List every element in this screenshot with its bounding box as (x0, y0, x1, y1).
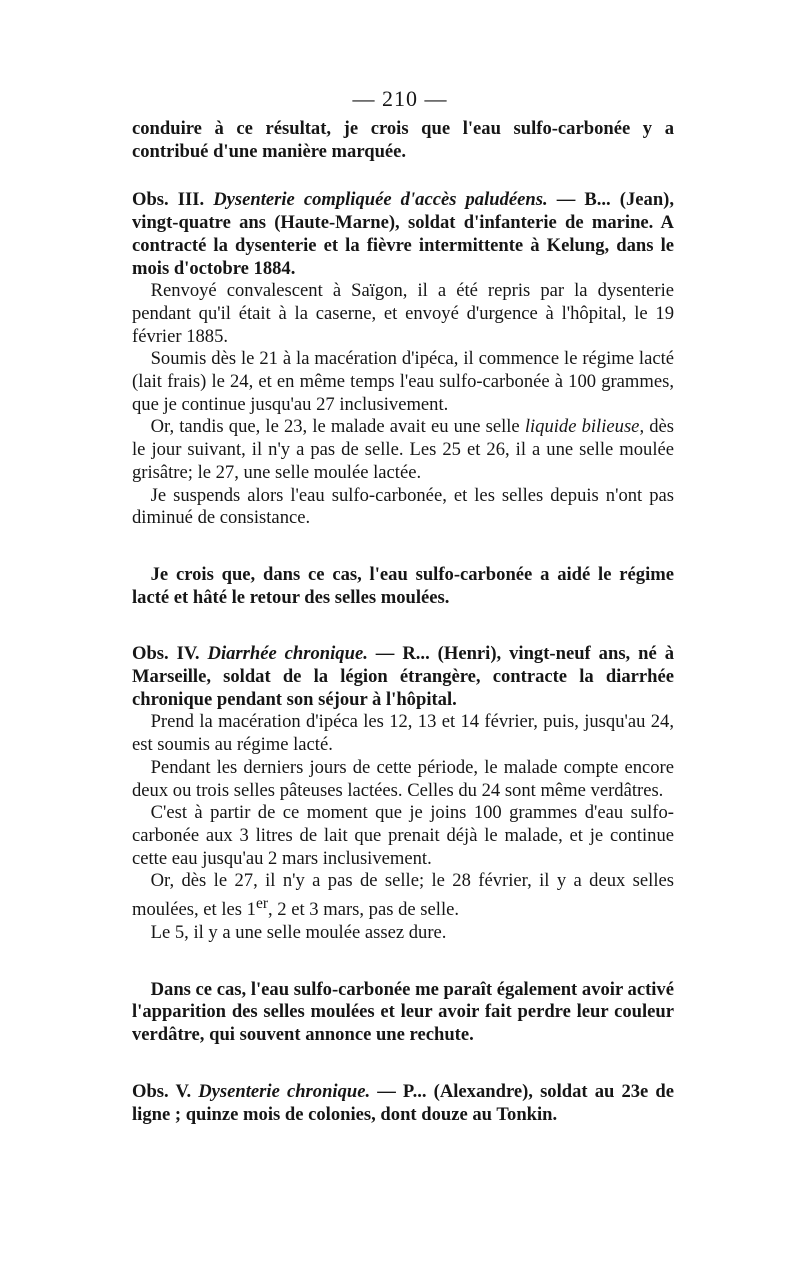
observation-3-label: Obs. III. (132, 189, 205, 211)
observation-4-label: Obs. IV. (132, 643, 200, 665)
paragraph: C'est à partir de ce moment que je joins 100 grammes d'eau sulfo-carbonée aux 3 litres de lait que prenait déjà le malade, et je continue cette eau jusqu'au 2 mars inclusivement. (132, 802, 674, 869)
paragraph-continuation: conduire à ce résultat, je crois que l'eau sulfo-carbonée y a contribué d'une manière marquée. (132, 118, 674, 162)
observation-5-text: — P... (Alexandre), soldat au 23e de ligne ; quinze mois de colonies, dont douze au Tonkin. (132, 1080, 674, 1125)
observation-5 (132, 1081, 674, 1126)
comment-paragraph: Je crois que, dans ce cas, l'eau sulfo-carbonée a aidé le régime lacté et hâté le retour des selles moulées. (132, 563, 674, 608)
paragraph: Or, dès le 27, il n'y a pas de selle; le 28 février, il y a deux selles moulées, et les 1er, 2 et 3 mars, pas de selle. (132, 870, 674, 921)
observation-5-title: Dysenterie chronique. (198, 1080, 371, 1102)
observation-3-text: — B... (Jean), vingt-quatre ans (Haute-Marne), soldat d'infanterie de marine. A contracté la dysenterie et la fièvre intermittente à Kelung, dans le mois d'octobre 1884. (132, 189, 674, 279)
paragraph: Soumis dès le 21 à la macération d'ipéca, il commence le régime lacté (lait frais) le 24, et en même temps l'eau sulfo-carbonée à 100 grammes, que je continue jusqu'au 27 inclusivement. (132, 348, 674, 415)
observation-5-label: Obs. V. (132, 1080, 192, 1102)
page-number: — 210 — (352, 86, 448, 111)
comment-paragraph: Dans ce cas, l'eau sulfo-carbonée me paraît également avoir activé l'apparition des selles moulées et leur avoir fait perdre leur couleur verdâtre, qui souvent annonce une rechute. (132, 978, 674, 1046)
paragraph: Le 5, il y a une selle moulée assez dure. (150, 921, 447, 943)
paragraph: Or, tandis que, le 23, le malade avait eu une selle liquide bilieuse, dès le jour suivant, il n'y a pas de selle. Les 25 et 26, il a une selle moulée grisâtre; le 27, une selle moulée lactée. (132, 416, 675, 483)
paragraph: Renvoyé convalescent à Saïgon, il a été repris par la dysenterie pendant qu'il était à la caserne, et envoyé d'urgence à l'hôpital, le 19 février 1885. (132, 280, 674, 347)
observation-3 (132, 189, 674, 280)
observation-4-title: Diarrhée chronique. (207, 643, 368, 665)
paragraph: Pendant les derniers jours de cette période, le malade compte encore deux ou trois selles pâteuses lactées. Celles du 24 sont même verdâtres. (132, 756, 674, 801)
italic-phrase: liquide bilieuse (524, 416, 640, 438)
page-body (132, 118, 674, 1126)
observation-3-title: Dysenterie compliquée d'accès paludéens. (213, 189, 548, 211)
observation-4 (132, 643, 674, 711)
observation-4-text: — R... (Henri), vingt-neuf ans, né à Marseille, soldat de la légion étrangère, contracte la diarrhée chronique pendant son séjour à l'hôpital. (132, 643, 674, 710)
paragraph: Prend la macération d'ipéca les 12, 13 et 14 février, puis, jusqu'au 24, est soumis au régime lacté. (132, 711, 674, 756)
paragraph: Je suspends alors l'eau sulfo-carbonée, et les selles depuis n'ont pas diminué de consistance. (132, 484, 674, 529)
